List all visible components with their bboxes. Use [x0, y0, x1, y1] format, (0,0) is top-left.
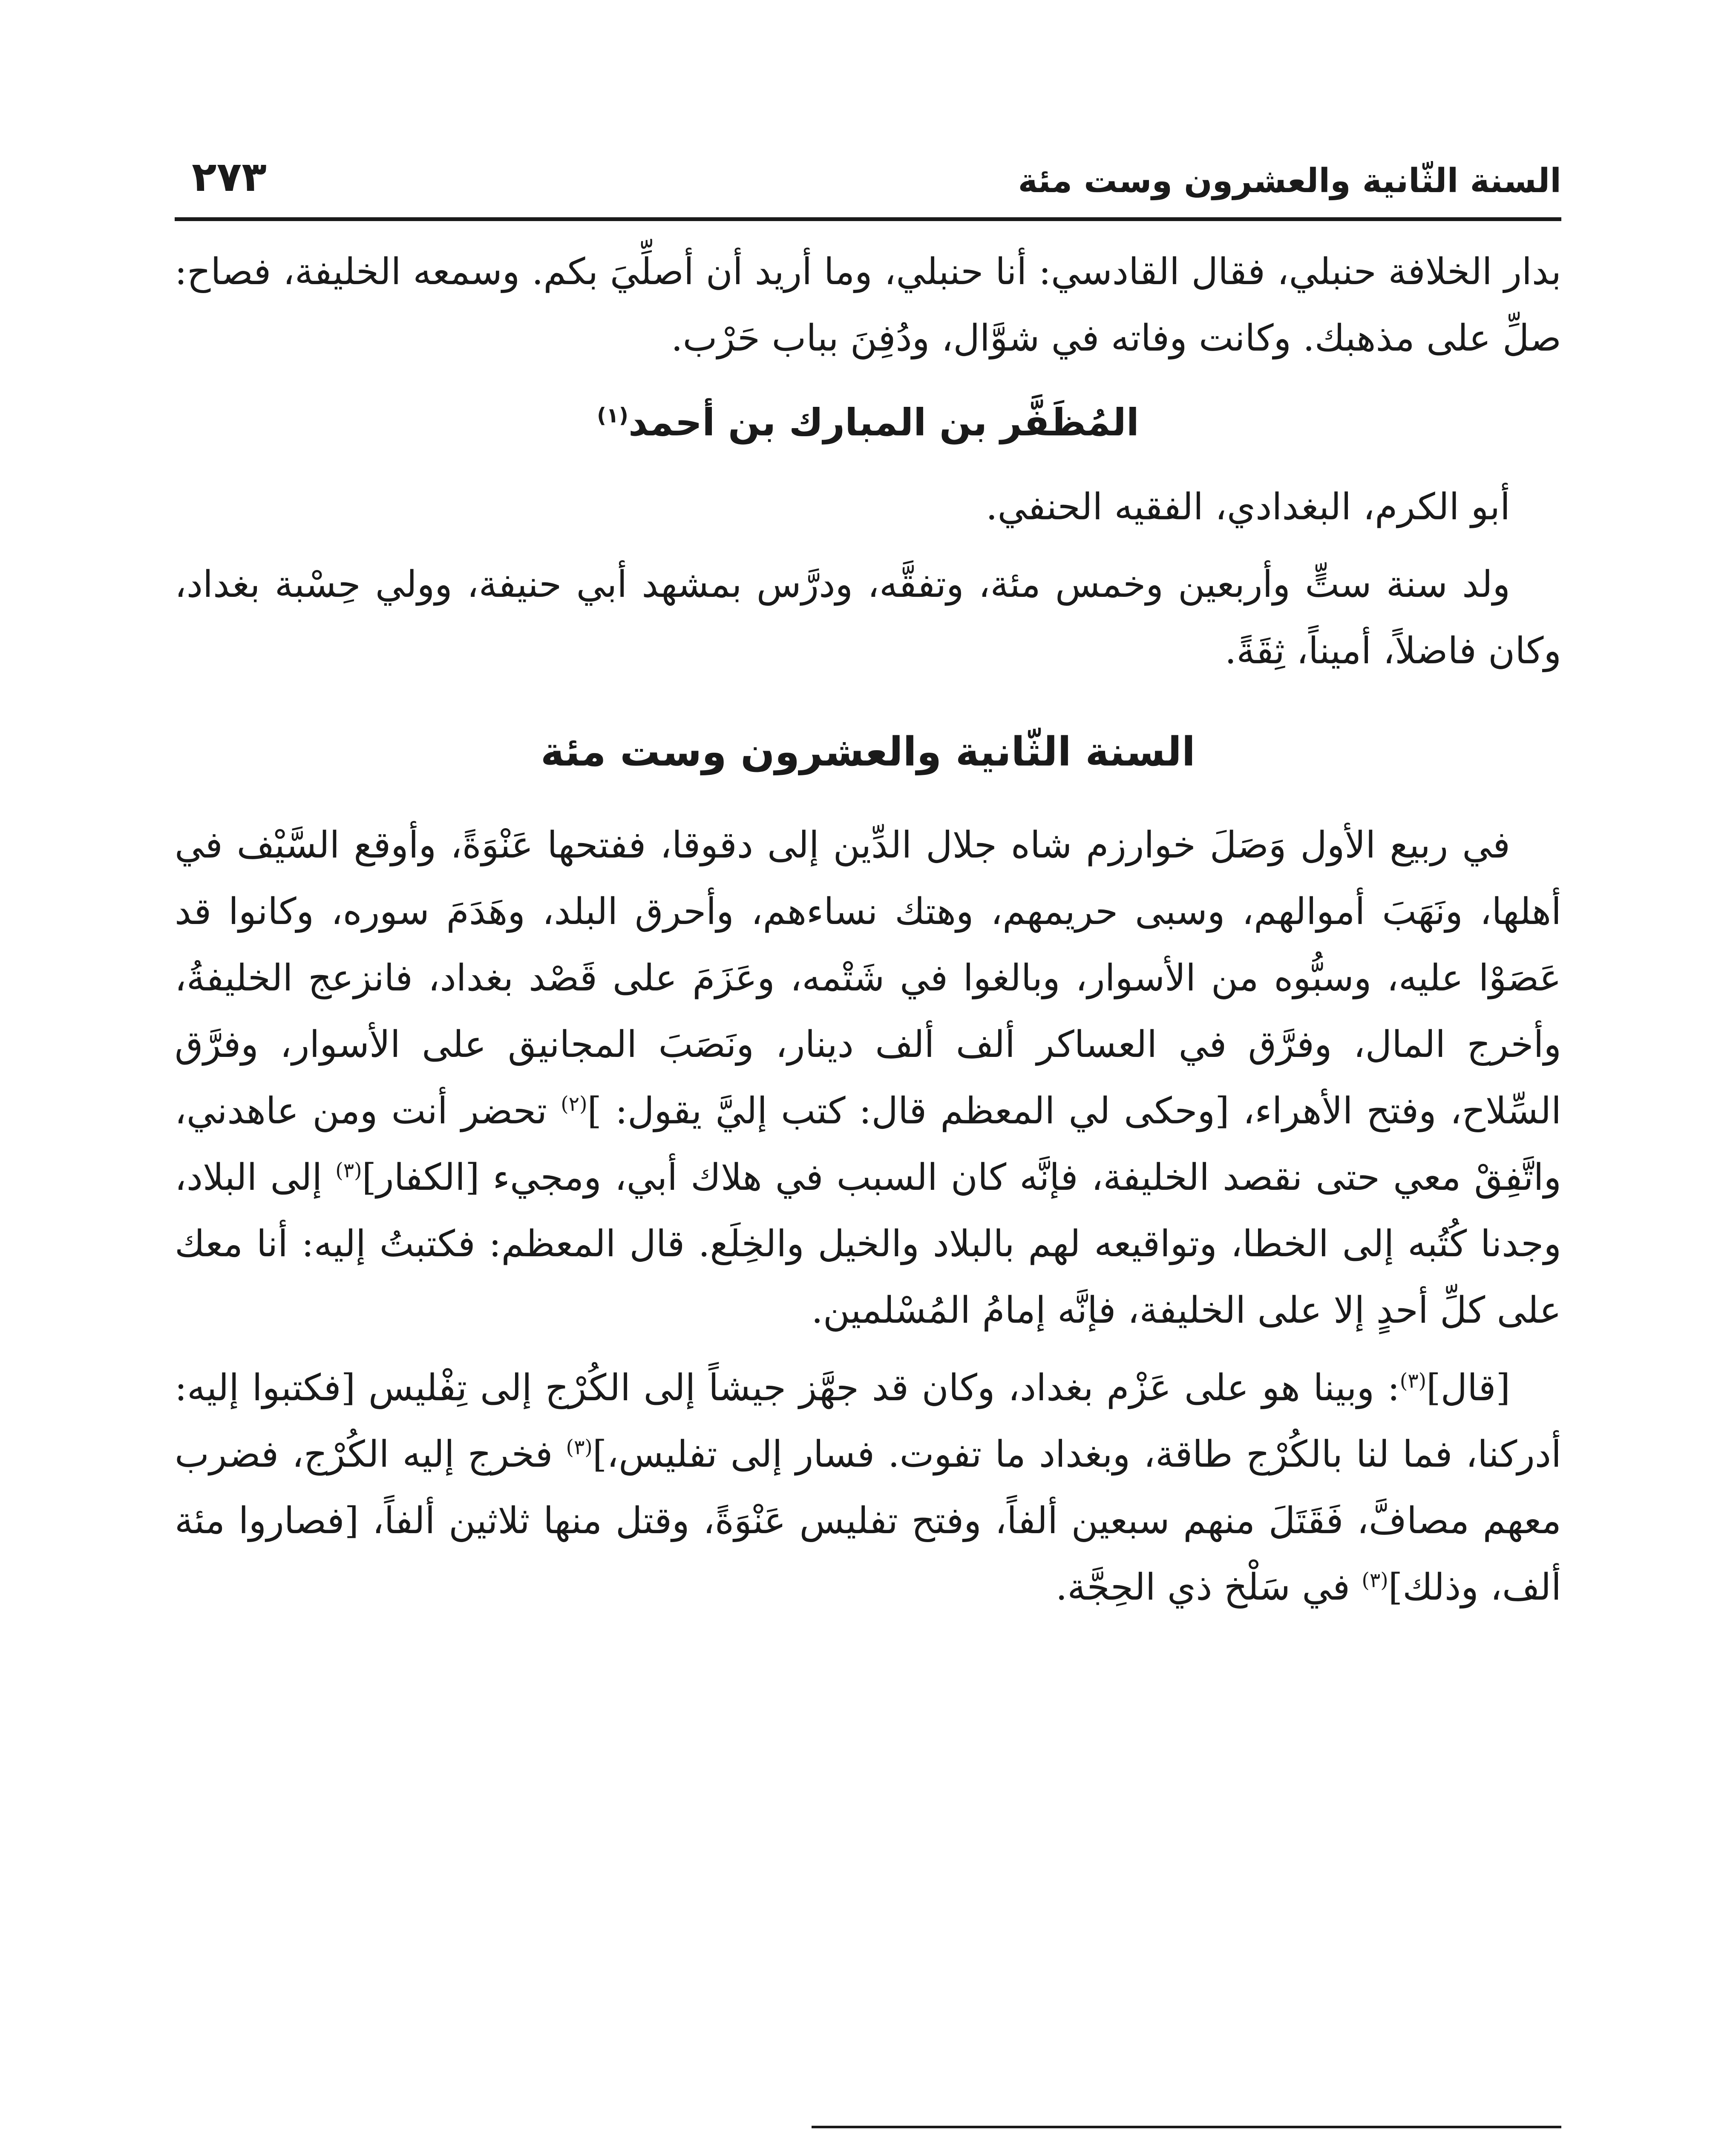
- page-number: ٢٧٣: [192, 153, 267, 201]
- paragraph-text: في سَلْخ ذي الحِجَّة.: [1056, 1566, 1362, 1609]
- paragraph-text: في ربيع الأول وَصَلَ خوارزم شاه جلال الدِّين إلى دقوقا، ففتحها عَنْوَةً، وأوقع السَّيْف في أهلها، ونَهَبَ أموالهم، وسبى حريمهم، وهتك نساءهم، وأحرق البلد، وهَدَمَ سوره، وكانوا قد عَصَوْا عليه، وسبُّوه من الأسوار، وبالغوا في شَتْمه، وعَزَمَ على قَصْد بغداد، فانزعج الخليفةُ، وأخرج المال، وفرَّق في العساكر ألف ألف دينار، ونَصَبَ المجانيق على الأسوار، وفرَّق السِّلاح، وفتح الأهراء، [وحكى لي المعظم قال: كتب إليَّ يقول: ]: [175, 824, 1561, 1132]
- paragraph: [175, 812, 1561, 1344]
- footnote-mark: (٣): [335, 1159, 362, 1183]
- paragraph-text: [قال]: [1426, 1367, 1510, 1409]
- footnote-mark: (١): [597, 403, 628, 428]
- paragraph-text: فخرج إليه الكُرْج، فضرب معهم مصافَّ، فَقَتَلَ منهم سبعين ألفاً، وفتح تفليس عَنْوَةً، وقتل منها ثلاثين ألفاً، [فصاروا مئة ألف، وذلك]: [175, 1433, 1561, 1609]
- footnote-divider: [812, 2126, 1561, 2128]
- paragraph: أبو الكرم، البغدادي، الفقيه الحنفي.: [986, 486, 1510, 528]
- paragraph: ولد سنة ستٍّ وأربعين وخمس مئة، وتفقَّه، ودرَّس بمشهد أبي حنيفة، وولي حِسْبة بغداد، وكان فاضلاً، أميناً، ثِقَةً.: [175, 563, 1561, 672]
- running-title: السنة الثّانية والعشرون وست مئة: [1018, 162, 1561, 200]
- paragraph: بدار الخلافة حنبلي، فقال القادسي: أنا حنبلي، وما أريد أن أصلِّيَ بكم. وسمعه الخليفة، فصاح: صلِّ على مذهبك. وكانت وفاته في شوَّال، ودُفِنَ بباب حَرْب.: [175, 250, 1561, 360]
- main-text: [175, 239, 1561, 1632]
- running-header: [175, 145, 1561, 221]
- biography-heading: [175, 389, 1561, 457]
- paragraph: [175, 1355, 1561, 1621]
- footnote-mark: (٣): [1399, 1369, 1427, 1393]
- footnote-mark: (٣): [566, 1436, 593, 1459]
- paragraph-text: إلى البلاد، وجدنا كُتُبه إلى الخطا، وتواقيعه لهم بالبلاد والخيل والخِلَع. قال المعظم: فكتبتُ إليه: أنا معك على كلِّ أحدٍ إلا على الخليفة، فإنَّه إمامُ المُسْلمين.: [175, 1156, 1561, 1332]
- paragraph-text: : وبينا هو على عَزْم بغداد، وكان قد جهَّز جيشاً إلى الكُرْج إلى تِفْليس [فكتبوا إليه: أدركنا، فما لنا بالكُرْج طاقة، وبغداد ما تفوت. فسار إلى تفليس،]: [175, 1367, 1561, 1476]
- section-heading: السنة الثّانية والعشرون وست مئة: [540, 729, 1196, 775]
- paragraph-text: تحضر أنت ومن عاهدني، واتَّفِقْ معي حتى نقصد الخليفة، فإنَّه كان السبب في هلاك أبي، ومجيء [الكفار]: [175, 1090, 1561, 1199]
- footnote-mark: (٢): [561, 1092, 587, 1116]
- biography-heading-text: المُظَفَّر بن المبارك بن أحمد: [628, 400, 1139, 444]
- footnote-mark: (٣): [1362, 1569, 1388, 1592]
